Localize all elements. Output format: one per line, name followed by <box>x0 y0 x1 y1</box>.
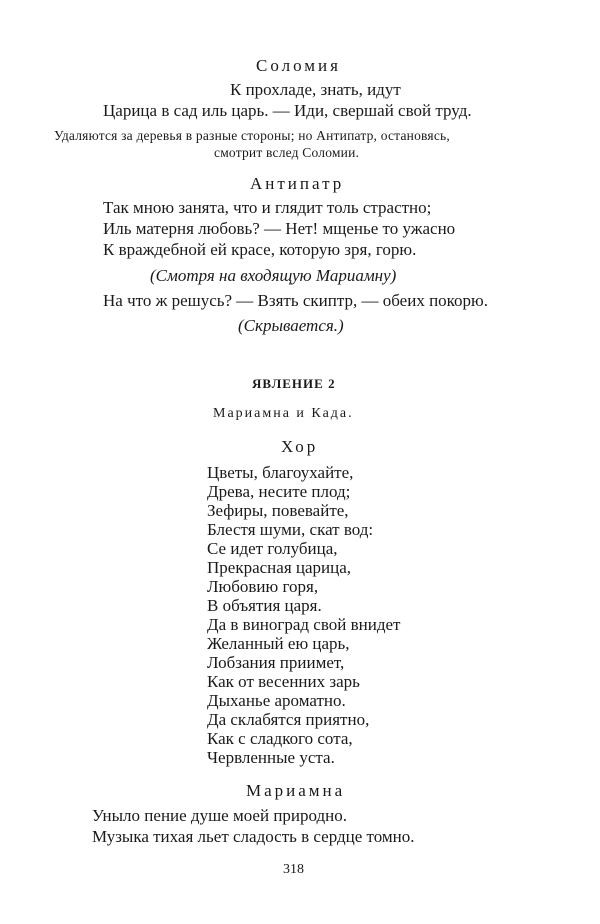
verse-line: Так мною занята, что и глядит толь страстно; <box>103 198 432 217</box>
verse-line: Да в виноград свой внидет <box>207 615 401 634</box>
verse-line: Зефиры, повевайте, <box>207 501 349 520</box>
verse-line: Се идет голубица, <box>207 539 338 558</box>
verse-line: Лобзания приимет, <box>207 653 345 672</box>
verse-line: К прохладе, знать, идут <box>230 80 401 99</box>
speaker-chorus: Хор <box>281 437 319 456</box>
speaker-antipatr: Антипатр <box>250 174 345 193</box>
verse-line: Да склабятся приятно, <box>207 710 370 729</box>
verse-line: Блестя шуми, скат вод: <box>207 520 374 539</box>
speaker-solomia: Соломия <box>256 56 341 75</box>
verse-line: Прекрасная царица, <box>207 558 352 577</box>
verse-line: Музыка тихая льет сладость в сердце томно. <box>92 827 415 846</box>
verse-line: Любовию горя, <box>207 577 319 596</box>
verse-line: В объятия царя. <box>207 596 322 615</box>
verse-line: Желанный ею царь, <box>207 634 350 653</box>
verse-line: Цветы, благоухайте, <box>207 463 354 482</box>
verse-line: Червленные уста. <box>207 748 335 767</box>
verse-line: Дыханье ароматно. <box>207 691 346 710</box>
stage-aside: (Скрывается.) <box>238 316 344 335</box>
page-number: 318 <box>283 862 304 877</box>
verse-line: Древа, несите плод; <box>207 482 351 501</box>
speaker-mariamna: Мариамна <box>246 781 346 800</box>
scene-title: ЯВЛЕНИЕ 2 <box>252 376 336 391</box>
stage-direction: смотрит вслед Соломии. <box>214 145 360 160</box>
verse-line: Как от весенних зарь <box>207 672 360 691</box>
verse-line: На что ж решусь? — Взять скиптр, — обеих покорю. <box>103 291 489 310</box>
scene-cast: Мариамна и Када. <box>213 406 354 421</box>
verse-line: Царица в сад иль царь. — Иди, свершай свой труд. <box>103 101 472 120</box>
verse-line: Как с сладкого сота, <box>207 729 353 748</box>
verse-line: Уныло пение душе моей природно. <box>92 806 348 825</box>
verse-line: Иль матерня любовь? — Нет! мщенье то ужасно <box>103 219 456 238</box>
stage-direction: Удаляются за деревья в разные стороны; но Антипатр, остановясь, <box>54 128 450 143</box>
stage-aside: (Смотря на входящую Мариамну) <box>150 266 397 285</box>
verse-line: К враждебной ей красе, которую зря, горю. <box>103 240 417 259</box>
